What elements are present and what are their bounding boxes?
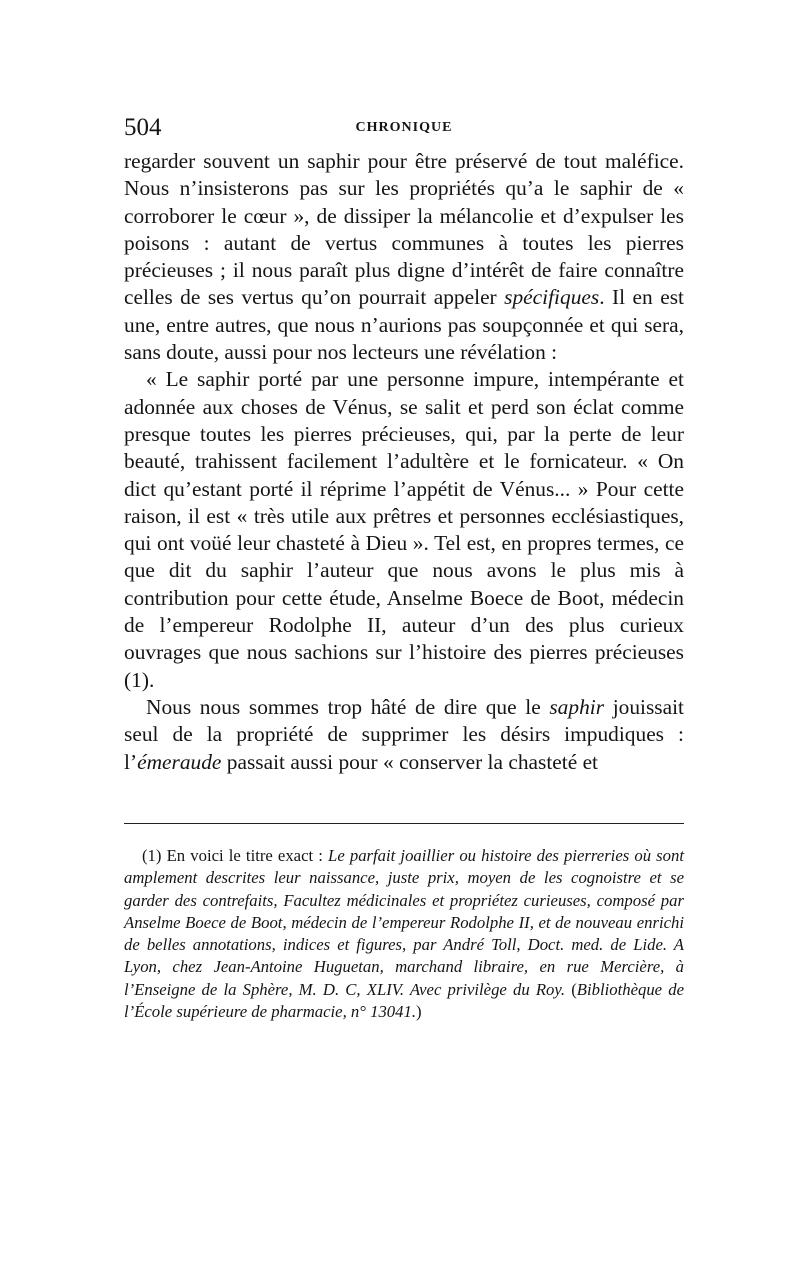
footnote-paren-open: ( — [565, 979, 577, 999]
footnote — [124, 845, 684, 1023]
paragraph-2: « Le saphir porté par une personne impure, intempérante et adonnée aux choses de Vénus, se salit et perd son éclat comme presque toutes les pierres précieuses, qui, par la perte de leur beauté, trahissent facilement l’adultère et le fornicateur. « On dict qu’estant porté il réprime l’appétit de Vénus... » Pour cette raison, il est « très utile aux prêtres et personnes ecclésiastiques, qui ont voüé leur chasteté à Dieu ». Tel est, en propres termes, ce que dit du saphir l’auteur que nous avons le plus mis à contribution pour cette étude, Anselme Boece de Boot, médecin de l’empereur Rodolphe II, auteur d’un des plus curieux ouvrages que nous sachions sur l’histoire des pierres précieuses (1). — [124, 367, 684, 692]
paragraph-1-text-a: regarder souvent un saphir pour être préservé de tout maléfice. Nous n’insisterons pas sur les propriétés qu’a le saphir de « corroborer le cœur », de dissiper la mélancolie et d’expulser les poisons : autant de vertus communes à toutes les pierres précieuses ; il nous paraît plus digne d’intérêt de faire connaître celles de ses vertus qu’on pourrait appeler — [124, 149, 684, 310]
paragraph-3-text-c: passait aussi pour « conserver la chasteté et — [221, 749, 599, 774]
paragraph-1-italic: spécifiques — [504, 285, 600, 310]
footnote-paren-close: ) — [416, 1002, 422, 1022]
paragraph-3-italic-emeraude: émeraude — [137, 749, 222, 774]
footnote-title: Le parfait joaillier ou histoire des pierreries où sont amplement descrites leur naissance, juste prix, moyen de les cognoistre et se garder des contrefaits, Facultez médicinales et propriétez curieuses, composé par Anselme Boece de Boot, médecin de l’empereur Rodolphe II, et de nouveau enrichi de belles annotations, indices et figures, par André Toll, Doct. med. de Lide. A Lyon, chez Jean-Antoine Huguetan, marchand libraire, en rue Mercière, à l’Enseigne de la Sphère, M. D. C, XLIV. Avec privilège du Roy. — [124, 846, 684, 999]
footnote-library: Bibliothèque de l’École supérieure de pharmacie, n° 13041. — [124, 979, 684, 1022]
footnote-marker: (1) En voici le titre exact : — [142, 846, 329, 865]
page-number: 504 — [124, 114, 162, 141]
paragraph-1 — [124, 148, 684, 366]
page-header — [124, 112, 684, 144]
running-head: CHRONIQUE — [355, 120, 453, 135]
paragraph-1-text-b: . Il en est une, entre autres, que nous n’aurions pas soupçonnée et qui sera, sans doute, aussi pour nos lecteurs une révélation : — [124, 285, 684, 365]
paragraph-3-text-b: jouissait seul de la propriété de supprimer les désirs impudiques : l’ — [124, 694, 684, 774]
body-text — [124, 148, 684, 776]
paragraph-3 — [124, 694, 684, 776]
paragraph-3-text-a: Nous nous sommes trop hâté de dire que le — [146, 694, 550, 719]
paragraph-3-italic-saphir: saphir — [549, 694, 605, 719]
footnote-divider — [124, 823, 684, 824]
